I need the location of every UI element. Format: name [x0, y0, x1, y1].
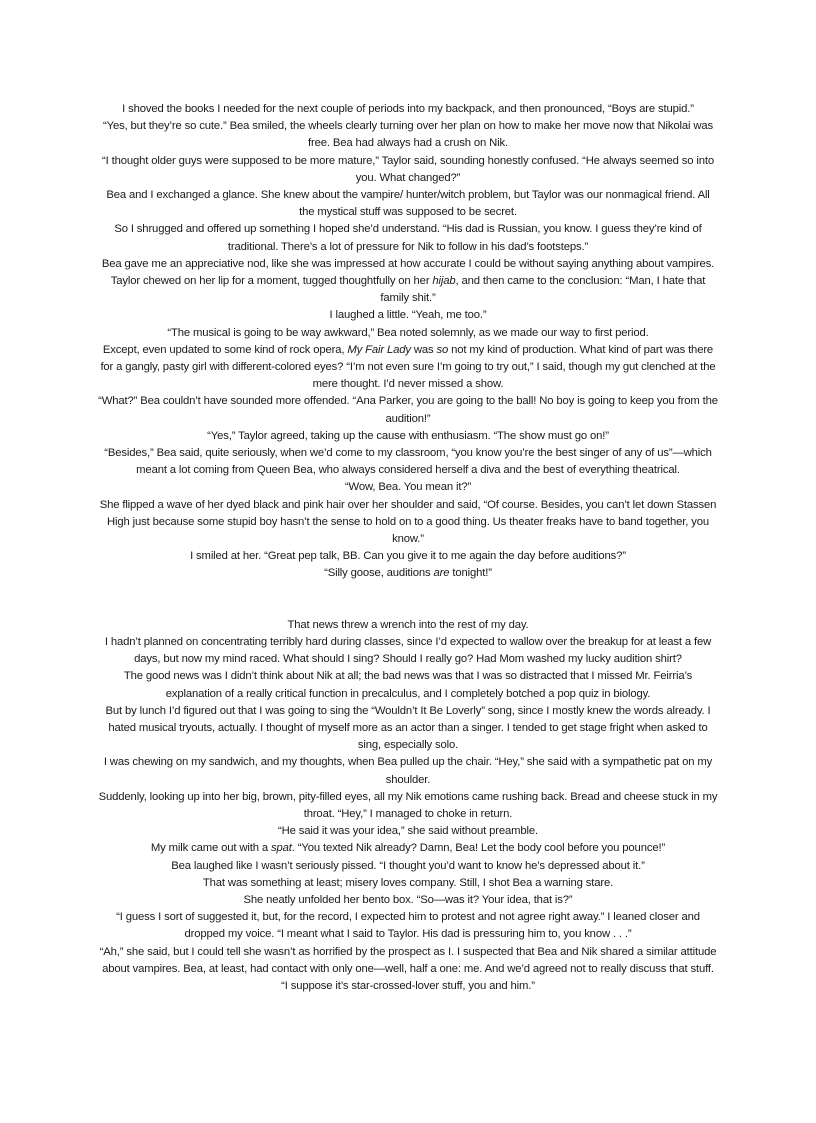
- paragraph: [98, 565, 718, 582]
- text-run: I was chewing on my sandwich, and my thoughts, when Bea pulled up the chair. “Hey,” she said with a sympathetic pat on my shoulder.: [103, 756, 713, 786]
- paragraph: [98, 101, 718, 118]
- paragraph: [98, 307, 718, 324]
- text-run: “Besides,” Bea said, quite seriously, when we’d come to my classroom, “you know you’re the best singer of any of us”—which meant a lot coming from Queen Bea, who always considered herself a diva and the best of everything theatrical.: [104, 447, 712, 477]
- text-run: “Ah,” she said, but I could tell she wasn’t as horrified by the prospect as I. I suspected that Bea and Nik shared a similar attitude about vampires. Bea, at least, had contact with only one—well, half a one: me. And we’d agreed not to really discuss that stuff. “I suppose it’s star-crossed-lover stuff, you and him.”: [99, 945, 717, 992]
- text-run: The good news was I didn’t think about Nik at all; the bad news was that I was so distracted that I missed Mr. Feirria’s explanation of a really critical function in precalculus, and I completely botched a pop quiz in biology.: [123, 670, 693, 700]
- text-run: “What?” Bea couldn’t have sounded more offended. “Ana Parker, you are going to the ball! No boy is going to keep you from the audition!”: [98, 395, 718, 425]
- text-run: “Yes,” Taylor agreed, taking up the cause with enthusiasm. “The show must go on!”: [207, 429, 609, 442]
- paragraph: [98, 428, 718, 445]
- text-run: Bea laughed like I wasn’t seriously pissed. “I thought you’d want to know he’s depressed about it.”: [171, 859, 645, 872]
- scene-break: [98, 583, 718, 617]
- section-bottom: [98, 617, 718, 995]
- text-run: “Yes, but they’re so cute.” Bea smiled, the wheels clearly turning over her plan on how to make her move now that Nikolai was free. Bea had always had a crush on Nik.: [102, 120, 713, 150]
- text-run: “I guess I sort of suggested it, but, for the record, I expected him to protest and not agree right away.” I leaned closer and dropped my voice. “I meant what I said to Taylor. His dad is pressuring him to, you know . . .”: [116, 911, 700, 941]
- text-run: “I thought older guys were supposed to be more mature,” Taylor said, sounding honestly confused. “He always seemed so into you. What changed?”: [102, 154, 714, 184]
- text-run: She neatly unfolded her bento box. “So—was it? Your idea, that is?”: [243, 893, 573, 906]
- paragraph: [98, 118, 718, 152]
- paragraph: [98, 497, 718, 549]
- paragraph: [98, 221, 718, 255]
- paragraph: [98, 153, 718, 187]
- text-run: I shoved the books I needed for the next couple of periods into my backpack, and then pronounced, “Boys are stupid.”: [122, 103, 694, 115]
- text-run: Bea and I exchanged a glance. She knew about the vampire/ hunter/witch problem, but Taylor was our nonmagical friend. All the mystical stuff was supposed to be secret.: [106, 189, 710, 219]
- paragraph: [98, 445, 718, 479]
- text-run: I laughed a little. “Yeah, me too.”: [329, 309, 487, 322]
- text-run: She flipped a wave of her dyed black and pink hair over her shoulder and said, “Of course. Besides, you can’t let down Stassen High just because some stupid boy hasn’t the sense to hold on to a good thing. Us theater freaks have to band together, you know.”: [99, 498, 717, 546]
- text-run: Taylor chewed on her lip for a moment, tugged thoughtfully on her: [110, 275, 433, 288]
- italic-text: so: [436, 343, 449, 356]
- text-run: Bea gave me an appreciative nod, like she was impressed at how accurate I could be without saying anything about vampires.: [101, 257, 715, 270]
- paragraph: [98, 703, 718, 755]
- paragraph: [98, 273, 718, 307]
- paragraph: [98, 944, 718, 996]
- text-run: tonight!”: [449, 567, 492, 580]
- text-run: , and then came to the conclusion: “Man, I hate that family shit.”: [380, 275, 706, 305]
- paragraph: [98, 342, 718, 394]
- text-run: My milk came out with a: [150, 842, 271, 855]
- text-run: That was something at least; misery loves company. Still, I shot Bea a warning stare.: [202, 876, 614, 889]
- text-run: . “You texted Nik already? Damn, Bea! Let the body cool before you pounce!”: [291, 842, 666, 855]
- paragraph: [98, 187, 718, 221]
- text-run: I hadn’t planned on concentrating terribly hard during classes, since I’d expected to wallow over the breakup for at least a few days, but now my mind raced. What should I sing? Should I really go? Had Mom washed my lucky audition shirt?: [104, 635, 712, 666]
- italic-text: hijab: [432, 275, 456, 288]
- text-run: “Wow, Bea. You mean it?”: [344, 481, 472, 494]
- paragraph: [98, 754, 718, 788]
- paragraph: [98, 909, 718, 943]
- section-top: [98, 101, 718, 583]
- paragraph: [98, 479, 718, 496]
- text-run: I smiled at her. “Great pep talk, BB. Can you give it to me again the day before auditions?”: [190, 550, 626, 563]
- book-page: [98, 101, 718, 995]
- paragraph: [98, 325, 718, 342]
- text-run: Except, even updated to some kind of rock opera,: [102, 343, 348, 356]
- paragraph: [98, 840, 718, 857]
- text-run: “The musical is going to be way awkward,” Bea noted solemnly, as we made our way to first period.: [167, 326, 649, 339]
- paragraph: [98, 875, 718, 892]
- italic-text: spat: [271, 842, 292, 855]
- paragraph: [98, 393, 718, 427]
- text-run: “Silly goose, auditions: [324, 567, 434, 580]
- paragraph: [98, 634, 718, 668]
- paragraph: [98, 548, 718, 565]
- paragraph: [98, 789, 718, 823]
- text-run: But by lunch I’d figured out that I was going to sing the “Wouldn’t It Be Loverly” song, since I mostly knew the words already. I hated musical tryouts, actually. I thought of myself more as an actor than a singer. I tended to get stage fright when asked to sing, especially solo.: [105, 704, 711, 752]
- paragraph: [98, 892, 718, 909]
- italic-text: My Fair Lady: [347, 343, 411, 356]
- paragraph: [98, 617, 718, 634]
- paragraph: [98, 823, 718, 840]
- italic-text: are: [433, 567, 450, 580]
- paragraph: [98, 256, 718, 273]
- paragraph: [98, 858, 718, 875]
- text-run: not my kind of production. What kind of part was there for a gangly, pasty girl with different-colored eyes? “I’m not even sure I’m going to try out,” I said, though my gut clenched at the mere thought. I’d never missed a show.: [100, 343, 716, 391]
- text-run: was: [410, 343, 437, 356]
- text-run: That news threw a wrench into the rest of my day.: [287, 618, 529, 631]
- text-run: “He said it was your idea,” she said without preamble.: [277, 825, 538, 838]
- text-run: So I shrugged and offered up something I hoped she’d understand. “His dad is Russian, you know. I guess they’re kind of traditional. There’s a lot of pressure for Nik to follow in his dad’s footsteps.”: [114, 223, 702, 253]
- paragraph: [98, 668, 718, 702]
- text-run: Suddenly, looking up into her big, brown, pity-filled eyes, all my Nik emotions came rushing back. Bread and cheese stuck in my throat. “Hey,” I managed to choke in return.: [98, 790, 718, 820]
